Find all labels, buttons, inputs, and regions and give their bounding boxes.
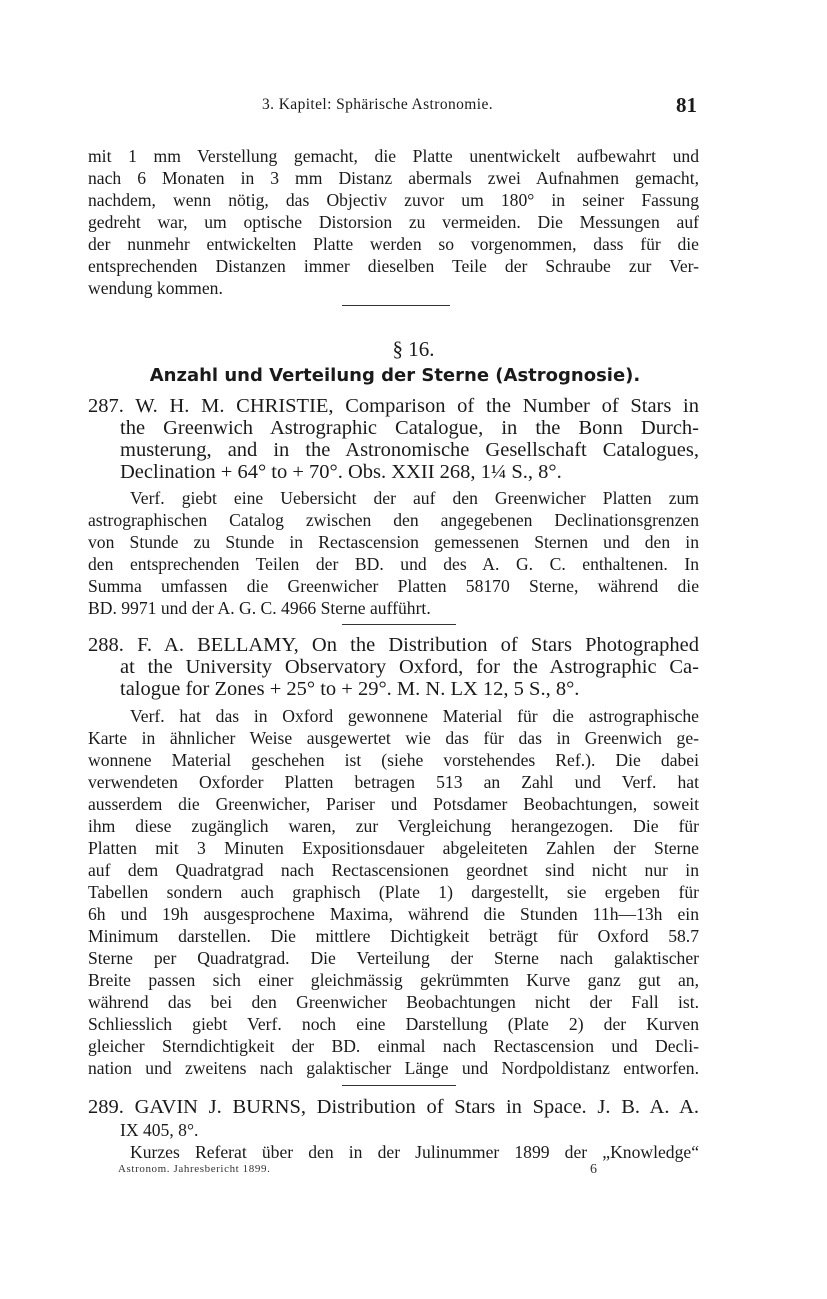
entry-heading-line: 288. F. A. BELLAMY, On the Distribution of Stars Photographed: [88, 634, 699, 656]
text-line: gleicher Sterndichtigkeit der BD. einmal nach Rectascension und Decli-: [88, 1036, 699, 1056]
entry-heading-line: musterung, and in the Astronomische Gesellschaft Catalogues,: [120, 439, 699, 461]
text-line: Verf. giebt eine Uebersicht der auf den Greenwicher Platten zum: [130, 488, 699, 508]
text-line: Schliesslich giebt Verf. noch eine Darstellung (Plate 2) der Kurven: [88, 1014, 699, 1034]
text-line: gedreht war, um optische Distorsion zu vermeiden. Die Messungen auf: [88, 212, 699, 232]
text-line: nation und zweitens nach galaktischer Länge und Nordpoldistanz entworfen.: [88, 1058, 699, 1078]
entry-heading-line: the Greenwich Astrographic Catalogue, in the Bonn Durch-: [120, 417, 699, 439]
text-line: von Stunde zu Stunde in Rectascension gemessenen Sternen und den in: [88, 532, 699, 552]
text-line: astrographischen Catalog zwischen den angegebenen Declinationsgrenzen: [88, 510, 699, 530]
text-line: Karte in ähnlicher Weise ausgewertet wie das für das in Greenwich ge-: [88, 728, 699, 748]
page-number: 81: [676, 93, 697, 117]
text-line: nachdem, wenn nötig, das Objectiv zuvor um 180° in seiner Fassung: [88, 190, 699, 210]
section-number: § 16.: [392, 337, 435, 361]
footer-signature: 6: [590, 1162, 597, 1177]
text-line: Sterne per Quadratgrad. Die Verteilung der Sterne nach galaktischer: [88, 948, 699, 968]
divider: [342, 305, 450, 306]
text-line: mit 1 mm Verstellung gemacht, die Platte unentwickelt aufbewahrt und: [88, 146, 699, 166]
text-line: auf dem Quadratgrad nach Rectascensionen geordnet sind nicht nur in: [88, 860, 699, 880]
text-line: verwendeten Oxforder Platten betragen 513 an Zahl und Verf. hat: [88, 772, 699, 792]
divider: [342, 1085, 456, 1086]
text-line: ausserdem die Greenwicher, Pariser und Potsdamer Beobachtungen, soweit: [88, 794, 699, 814]
entry-heading-line: IX 405, 8°.: [120, 1120, 199, 1140]
entry-heading-line: talogue for Zones + 25° to + 29°. M. N. LX 12, 5 S., 8°.: [120, 678, 580, 700]
text-line: während das bei den Greenwicher Beobachtungen nicht der Fall ist.: [88, 992, 699, 1012]
running-title: 3. Kapitel: Sphärische Astronomie.: [262, 96, 493, 113]
text-line: Minimum darstellen. Die mittlere Dichtigkeit beträgt für Oxford 58.7: [88, 926, 699, 946]
text-line: wonnene Material geschehen ist (siehe vorstehendes Ref.). Die dabei: [88, 750, 699, 770]
text-line: wendung kommen.: [88, 278, 223, 298]
text-line: Breite passen sich einer gleichmässig gekrümmten Kurve ganz gut an,: [88, 970, 699, 990]
text-line: Kurzes Referat über den in der Julinummer 1899 der „Knowledge“: [130, 1142, 699, 1162]
footer-source: Astronom. Jahresbericht 1899.: [118, 1163, 271, 1175]
text-line: nach 6 Monaten in 3 mm Distanz abermals zwei Aufnahmen gemacht,: [88, 168, 699, 188]
entry-heading-line: Declination + 64° to + 70°. Obs. XXII 268, 1¼ S., 8°.: [120, 461, 562, 483]
text-line: Platten mit 3 Minuten Expositionsdauer abgeleiteten Zahlen der Sterne: [88, 838, 699, 858]
text-line: Summa umfassen die Greenwicher Platten 58170 Sterne, während die: [88, 576, 699, 596]
text-line: ihm diese zugänglich waren, zur Vergleichung herangezogen. Die für: [88, 816, 699, 836]
entry-heading-line: at the University Observatory Oxford, for the Astrographic Ca-: [120, 656, 699, 678]
text-line: den entsprechenden Teilen der BD. und des A. G. C. enthaltenen. In: [88, 554, 699, 574]
divider: [342, 624, 456, 625]
text-line: entsprechenden Distanzen immer dieselben Teile der Schraube zur Ver-: [88, 256, 699, 276]
entry-heading-line: 289. GAVIN J. BURNS, Distribution of Stars in Space. J. B. A. A.: [88, 1096, 699, 1118]
text-line: 6h und 19h ausgesprochene Maxima, während die Stunden 11h—13h ein: [88, 904, 699, 924]
section-title: Anzahl und Verteilung der Sterne (Astrognosie).: [149, 365, 641, 386]
text-line: BD. 9971 und der A. G. C. 4966 Sterne aufführt.: [88, 598, 431, 618]
entry-heading-line: 287. W. H. M. CHRISTIE, Comparison of the Number of Stars in: [88, 395, 699, 417]
text-line: Verf. hat das in Oxford gewonnene Material für die astrographische: [130, 706, 699, 726]
text-line: der nunmehr entwickelten Platte werden so vorgenommen, dass für die: [88, 234, 699, 254]
text-line: Tabellen sondern auch graphisch (Plate 1) dargestellt, sie ergeben für: [88, 882, 699, 902]
